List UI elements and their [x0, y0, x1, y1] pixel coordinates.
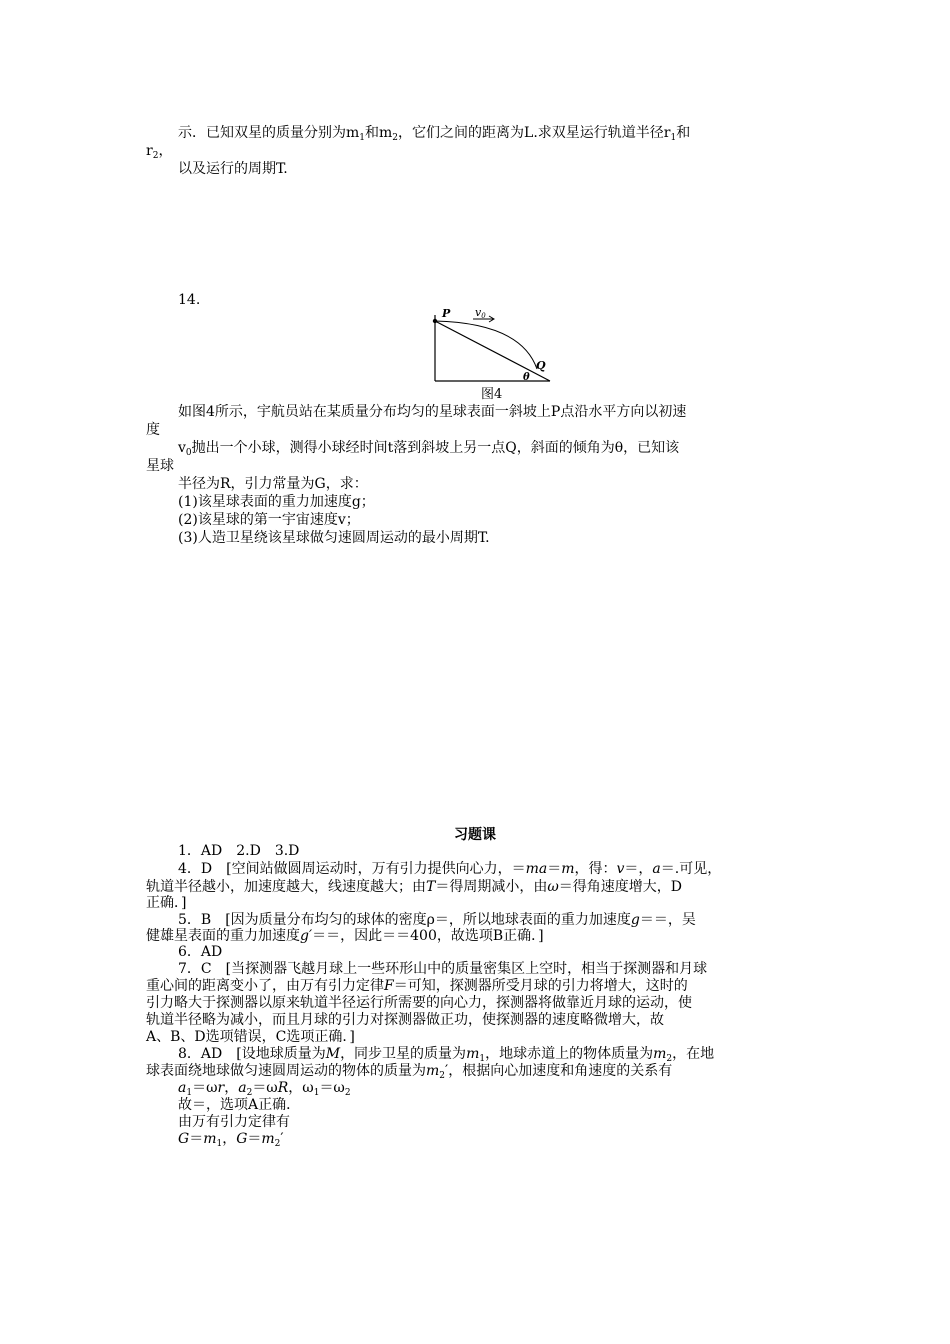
answer-7-line-1: 7．C [当探测器飞越月球上一些环形山中的质量密集区上空时，相当于探测器和月球	[178, 961, 708, 977]
label-p: P	[442, 307, 451, 320]
answer-8-line-5: 由万有引力定律有	[178, 1114, 290, 1130]
answer-5-line-2: 健雄星表面的重力加速度g′＝＝，因此＝＝400，故选项B正确．]	[146, 928, 544, 944]
label-q: Q	[536, 359, 546, 372]
answer-7-line-2: 重心间的距离变小了，由万有引力定律F＝可知，探测器所受月球的引力将增大，这时的	[146, 978, 688, 994]
answer-7-line-4: 轨道半径略为减小，而且月球的引力对探测器做正功，使探测器的速度略微增大，故	[146, 1012, 664, 1028]
label-v0: v0	[475, 306, 486, 320]
answer-1-3: 1．AD 2.D 3.D	[178, 843, 300, 859]
q14-line-4: 星球	[146, 458, 174, 474]
q14-line-6: (1)该星球表面的重力加速度g；	[178, 494, 375, 510]
answer-7-line-5: A、B、D选项错误，C选项正确．]	[146, 1029, 355, 1045]
answer-4-line-2: 轨道半径越小，加速度越大，线速度越大；由T＝得周期减小，由ω＝得角速度增大，D	[146, 879, 682, 895]
answer-5-line-1: 5．B [因为质量分布均匀的球体的密度ρ＝，所以地球表面的重力加速度g＝＝，吴	[178, 912, 696, 928]
answer-8-line-6: $G=m_1$，$G=m_2'$	[178, 1131, 284, 1149]
q14-line-1: 如图4所示，宇航员站在某质量分布均匀的星球表面一斜坡上P点沿水平方向以初速	[178, 404, 687, 420]
slope-figure	[425, 305, 560, 402]
answer-8-line-1: 8．AD [设地球质量为M，同步卫星的质量为$m_1$，地球赤道上的物体质量为$m_2$，在地	[178, 1046, 715, 1064]
q14-line-2: 度	[146, 422, 160, 438]
figure-caption: 图4	[481, 387, 503, 402]
answer-4-line-3: 正确．]	[146, 895, 187, 911]
answer-8-line-3: $a_1=\omega r$，$a_2=\omega R$，$\omega_1=\omega_2$	[178, 1080, 351, 1098]
q14-line-8: (3)人造卫星绕该星球做匀速圆周运动的最小周期T.	[178, 530, 490, 546]
q13-line-1: 示．已知双星的质量分别为$m_1$和$m_2$，它们之间的距离为L.求双星运行轨道半径$r_1$和	[178, 125, 691, 143]
q13-line-3: 以及运行的周期T.	[178, 161, 288, 177]
q14-line-3: $v_0$抛出一个小球，测得小球经时间t落到斜坡上另一点Q，斜面的倾角为θ，已知该	[178, 440, 680, 458]
answer-8-line-4: 故＝，选项A正确．	[178, 1097, 301, 1113]
answers-heading: 习题课	[454, 827, 496, 843]
q14-number: 14.	[178, 292, 201, 308]
q14-line-7: (2)该星球的第一宇宙速度v；	[178, 512, 360, 528]
answer-6: 6．AD	[178, 944, 223, 960]
answer-7-line-3: 引力略大于探测器以原来轨道半径运行所需要的向心力，探测器将做靠近月球的运动，使	[146, 995, 692, 1011]
trajectory-curve	[435, 321, 537, 369]
q13-line-2: $r_2$，	[146, 143, 173, 161]
answer-4-line-1: 4．D [空间站做圆周运动时，万有引力提供向心力，＝ma＝m，得：v＝，a＝.可见，	[178, 861, 722, 877]
label-theta: θ	[523, 372, 530, 383]
answer-8-line-2: 球表面绕地球做匀速圆周运动的物体的质量为$m_2'$，根据向心加速度和角速度的关系有	[146, 1063, 673, 1081]
q14-line-5: 半径为R，引力常量为G，求：	[178, 476, 368, 492]
